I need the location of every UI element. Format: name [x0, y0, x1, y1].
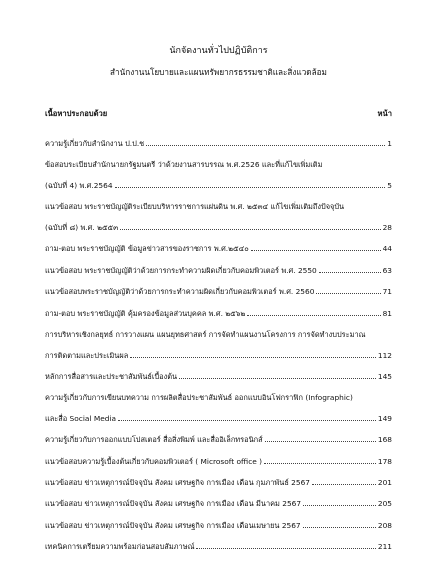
toc-entry [45, 456, 392, 467]
toc-entry [45, 498, 392, 509]
toc-page-number: 112 [377, 350, 392, 360]
toc-entry-text: แนวข้อสอบพระราชบัญญัติว่าด้วยการกระทำความผิดเกี่ยวกับคอมพิวเตอร์ พ.ศ. 2560 [45, 287, 315, 297]
toc-entry-line [45, 434, 392, 445]
toc-page-number: 208 [377, 520, 392, 530]
toc-entry-line [45, 541, 392, 552]
toc-entry-line [45, 265, 392, 276]
dot-leader [312, 484, 376, 485]
toc-entry-line [45, 392, 392, 403]
toc-page-number: 178 [377, 456, 392, 466]
dot-leader [303, 505, 376, 506]
toc-page-number: 1 [387, 139, 392, 148]
toc-entry-text: ความรู้เกี่ยวกับสำนักงาน ป.ป.ช [45, 139, 145, 148]
dot-leader [319, 272, 381, 273]
dot-leader [120, 229, 380, 230]
toc-entry-text: ความรู้เกี่ยวกับการเขียนบทความ การผลิตสื่อประชาสัมพันธ์ ออกแบบอินโฟกราฟิก (Infographic) [45, 393, 353, 403]
document-title: นักจัดงานทั่วไปปฏิบัติการ [169, 46, 268, 56]
toc-entry-line [45, 371, 392, 382]
toc-header [45, 108, 392, 120]
toc-page-number: 63 [382, 265, 392, 275]
toc-entry-text: แนวข้อสอบ พระราชบัญญัติระเบียบบริหารราชการแผ่นดิน พ.ศ. ๒๕๓๔ แก้ไขเพิ่มเติมถึงปัจจุบัน [45, 202, 345, 212]
dot-leader [316, 293, 380, 294]
toc-entry-text: การติดตามและประเมินผล [45, 350, 129, 360]
toc-entry-line [45, 222, 392, 233]
dot-leader [130, 357, 376, 358]
toc-entry [45, 308, 392, 319]
toc-entry-line [45, 308, 392, 319]
toc-entry-line [45, 180, 392, 191]
toc-entry-text: (ฉบับที่ 4) พ.ศ.2564 [45, 180, 113, 190]
dot-leader [118, 420, 376, 421]
toc-entry-text: ถาม-ตอบ พระราชบัญญัติ คุ้มครองข้อมูลส่วนบุคคล พ.ศ. ๒๕๖๒ [45, 308, 246, 318]
toc-page-number: 71 [382, 287, 392, 297]
toc-entry-text: (ฉบับที่ ๘) พ.ศ. ๒๕๕๓ [45, 222, 119, 232]
toc-entry-line [45, 329, 392, 340]
toc-entry-line [45, 498, 392, 509]
toc-page-number: 81 [382, 308, 392, 318]
table-of-contents [45, 138, 392, 552]
toc-entry-text: การบริหารเชิงกลยุทธ์ การวางแผน แผนยุทธศาสตร์ การจัดทำแผนงานโครงการ การจัดทำงบประมาณ [45, 329, 366, 339]
dot-leader [196, 548, 375, 549]
dot-leader [115, 187, 386, 188]
toc-page-number: 168 [377, 435, 392, 445]
toc-page-number: 211 [377, 542, 392, 552]
toc-entry-line [45, 350, 392, 361]
toc-entry-line [45, 286, 392, 297]
toc-entry [45, 201, 392, 233]
toc-page-number: 44 [382, 244, 392, 254]
toc-entry-line [45, 477, 392, 488]
toc-entry-text: แนวข้อสอบ ข่าวเหตุการณ์ปัจจุบัน สังคม เศรษฐกิจ การเมือง เดือนเมษายน 2567 [45, 520, 301, 530]
toc-entry [45, 265, 392, 276]
toc-entry-text: และสื่อ Social Media [45, 413, 117, 423]
toc-entry-text: ข้อสอบระเบียบสำนักนายกรัฐมนตรี ว่าด้วยงานสารบรรณ พ.ศ.2526 และที่แก้ไขเพิ่มเติม [45, 160, 323, 170]
toc-entry-text: ความรู้เกี่ยวกับการออกแบบโปสเตอร์ สื่อสิ่งพิมพ์ และสื่ออิเล็กทรอนิกส์ [45, 435, 263, 445]
toc-entry-line [45, 243, 392, 254]
toc-entry [45, 138, 392, 149]
dot-leader [265, 441, 376, 442]
toc-entry-line [45, 159, 392, 170]
contents-label: เนื้อหาประกอบด้วย [45, 109, 108, 118]
toc-entry-text: แนวข้อสอบ ข่าวเหตุการณ์ปัจจุบัน สังคม เศรษฐกิจ การเมือง เดือน มีนาคม 2567 [45, 499, 302, 509]
toc-entry-text: แนวข้อสอบ ข่าวเหตุการณ์ปัจจุบัน สังคม เศรษฐกิจ การเมือง เดือน กุมภาพันธ์ 2567 [45, 478, 310, 488]
toc-entry-line [45, 138, 392, 149]
toc-entry [45, 286, 392, 297]
toc-entry [45, 329, 392, 361]
page-label: หน้า [377, 109, 392, 118]
dot-leader [146, 145, 385, 146]
document-subtitle: สำนักงานนโยบายและแผนทรัพยากรธรรมชาติและสิ่งแวดล้อม [110, 67, 327, 77]
toc-entry [45, 520, 392, 531]
toc-page-number: 205 [377, 499, 392, 509]
toc-entry-text: แนวข้อสอบความรู้เบื้องต้นเกี่ยวกับคอมพิวเตอร์ ( Microsoft office ) [45, 456, 263, 466]
toc-entry [45, 392, 392, 424]
toc-page-number: 5 [387, 180, 392, 190]
toc-entry-text: แนวข้อสอบ พระราชบัญญัติว่าด้วยการกระทำความผิดเกี่ยวกับคอมพิวเตอร์ พ.ศ. 2550 [45, 265, 317, 275]
dot-leader [264, 463, 376, 464]
toc-page-number: 28 [382, 222, 392, 232]
toc-entry [45, 477, 392, 488]
dot-leader [247, 315, 380, 316]
toc-page-number: 149 [377, 413, 392, 423]
toc-entry [45, 371, 392, 382]
dot-leader [179, 378, 376, 379]
dot-leader [251, 250, 381, 251]
toc-entry [45, 243, 392, 254]
toc-entry-text: เทคนิคการเตรียมความพร้อมก่อนสอบสัมภาษณ์ [45, 542, 195, 552]
toc-entry-line [45, 201, 392, 212]
toc-entry-text: หลักการสื่อสารและประชาสัมพันธ์เบื้องต้น [45, 371, 178, 381]
toc-entry-line [45, 456, 392, 467]
toc-page-number: 201 [377, 478, 392, 488]
toc-entry-text: ถาม-ตอบ พระราชบัญญัติ ข้อมูลข่าวสารของราชการ พ.ศ.๒๕๔๐ [45, 244, 249, 254]
toc-entry [45, 434, 392, 445]
dot-leader [303, 527, 376, 528]
toc-entry [45, 159, 392, 191]
toc-entry-line [45, 413, 392, 424]
toc-page-number: 145 [377, 371, 392, 381]
toc-entry-line [45, 520, 392, 531]
toc-entry [45, 541, 392, 552]
